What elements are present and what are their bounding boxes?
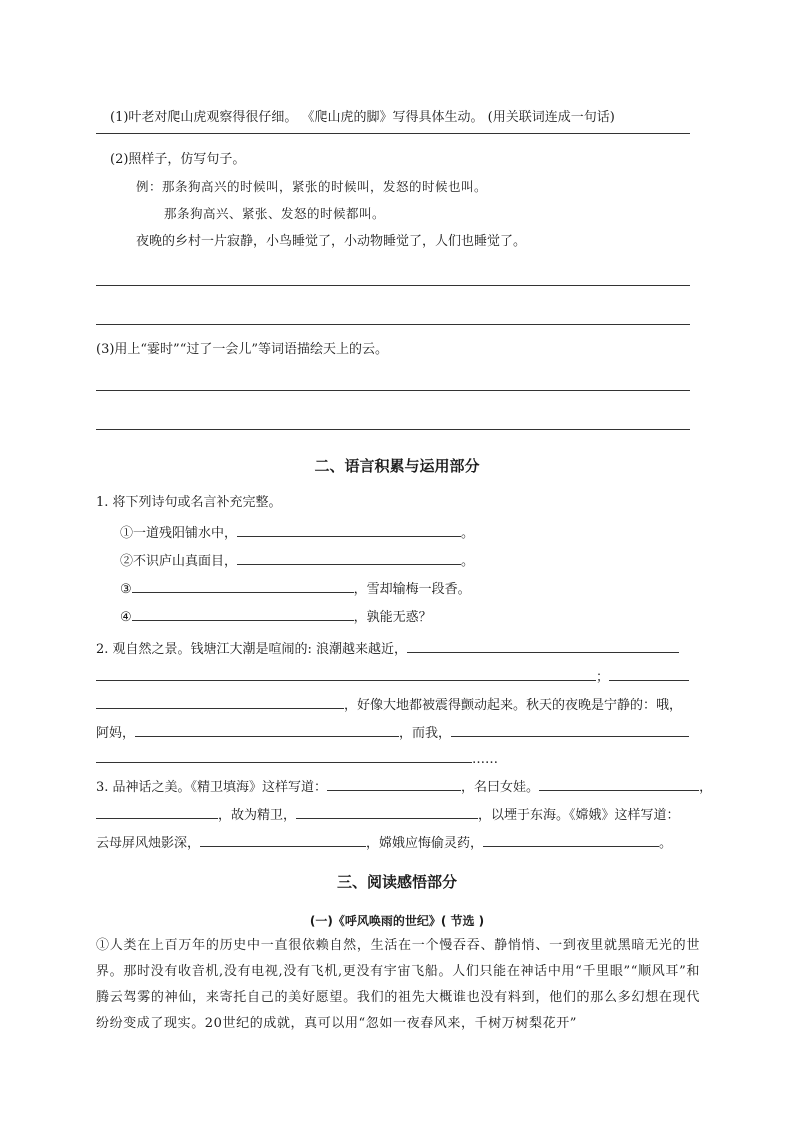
s2-q1-item-d: ④ ，孰能无惑？ [120, 610, 432, 625]
answer-line[interactable] [96, 324, 690, 325]
fill-blank[interactable] [132, 580, 354, 593]
s2-q2-line3: ，好像大地都被震得颤动起来。秋天的夜晚是宁静的：哦， [96, 696, 682, 714]
answer-line[interactable] [96, 429, 690, 430]
fill-blank[interactable] [609, 668, 689, 681]
question-3-text: (3)用上“霎时”“过了一会儿”等词语描绘天上的云。 [96, 342, 388, 357]
s2-q1-item-b: ②不识庐山真面目， 。 [120, 554, 475, 569]
s2-q3-line3: 云母屏风烛影深， ，嫦娥应悔偷灵药， 。 [96, 836, 673, 851]
s2-q1-item-a: ①一道残阳铺水中， 。 [120, 526, 475, 541]
fill-blank[interactable] [135, 724, 399, 737]
fill-blank[interactable] [327, 778, 461, 791]
fill-blank[interactable] [237, 552, 461, 565]
example-sentence-1: 例：那条狗高兴的时候叫，紧张的时候叫，发怒的时候也叫。 [136, 179, 488, 194]
fill-blank[interactable] [483, 834, 659, 847]
answer-line[interactable] [96, 285, 690, 286]
fill-blank[interactable] [132, 608, 354, 621]
fill-blank[interactable] [96, 806, 218, 819]
section-3-title: 三、阅读感悟部分 [336, 873, 457, 891]
fill-blank[interactable] [96, 750, 472, 763]
question-2-sentence: 夜晚的乡村一片寂静，小鸟睡觉了，小动物睡觉了，人们也睡觉了。 [136, 234, 527, 249]
s2-q1-stem: 1. 将下列诗句或名言补充完整。 [96, 495, 282, 510]
fill-blank[interactable] [539, 778, 699, 791]
fill-blank[interactable] [200, 834, 366, 847]
s2-q3-line1: 3. 品神话之美。《精卫填海》这样写道： ，名曰女娃。 ， [96, 780, 713, 795]
passage-paragraph: ①人类在上百万年的历史中一直很依赖自然，生活在一个慢吞吞、静悄悄、一到夜里就黑暗无光的世界。那时没有收音机,没有电视,没有飞机,更没有宇宙飞船。人们只能在神话中用“千里眼”“顺风耳”和腾云驾雾的神仙，来寄托自己的美好愿望。我们的祖先大概谁也没有料到，他们的那么多幻想在现代纷纷变成了现实。20世纪的成就，真可以用“忽如一夜春风来，千树万树梨花开” [96, 938, 700, 1031]
passage-title: (一)《呼风唤雨的世纪》( 节选 ) [309, 914, 485, 928]
fill-blank[interactable] [451, 724, 689, 737]
answer-line[interactable] [96, 133, 690, 134]
fill-blank[interactable] [407, 640, 679, 653]
section-2-title: 二、语言积累与运用部分 [314, 457, 480, 475]
fill-blank[interactable] [96, 696, 344, 709]
s2-q2-line1: 2. 观自然之景。钱塘江大潮是喧闹的: 浪潮越来越近， [96, 640, 679, 658]
question-2-text: (2)照样子，仿写句子。 [110, 152, 246, 167]
s2-q2-line2: ； [96, 668, 689, 686]
fill-blank[interactable] [96, 668, 596, 681]
fill-blank[interactable] [237, 524, 461, 537]
fill-blank[interactable] [296, 806, 478, 819]
s2-q3-line2: ，故为精卫， ，以堙于东海。《嫦娥》这样写道： [96, 806, 680, 824]
s2-q1-item-c: ③ ，雪却输梅一段香。 [120, 582, 471, 597]
question-1-text: (1)叶老对爬山虎观察得很仔细。 《爬山虎的脚》写得具体生动。 (用关联词连成一句话) [110, 110, 615, 125]
answer-line[interactable] [96, 390, 690, 391]
s2-q2-line5: …… [96, 750, 498, 768]
s2-q2-line4: 阿妈， ，而我， [96, 724, 689, 742]
example-sentence-2: 那条狗高兴、紧张、发怒的时候都叫。 [164, 206, 386, 221]
